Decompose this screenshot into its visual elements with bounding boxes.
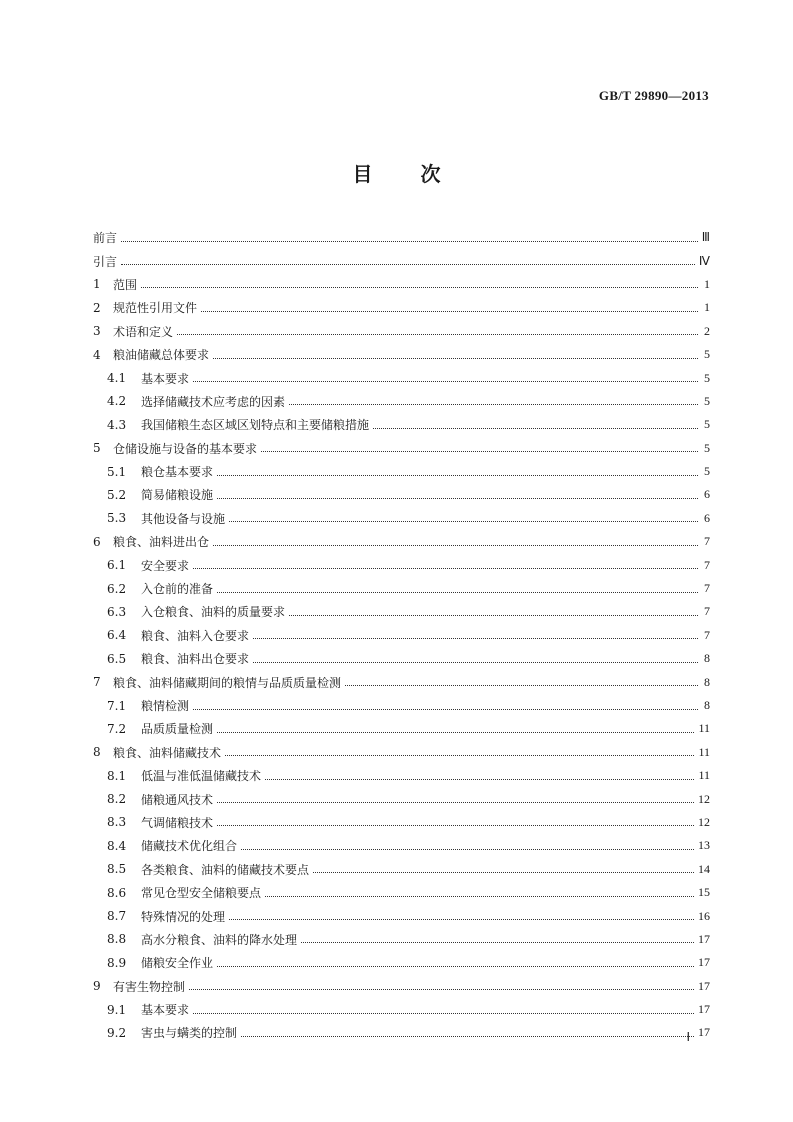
toc-dot-leader xyxy=(213,544,698,546)
toc-entry-number: 7.2 xyxy=(107,721,127,736)
toc-entry-label: 简易储粮设施 xyxy=(141,488,214,503)
toc-entry-label: 粮食、油料出仓要求 xyxy=(141,652,250,667)
toc-entry-number: 7.1 xyxy=(107,698,127,713)
toc-entry-page: 13 xyxy=(698,838,710,853)
toc-entry-page: 5 xyxy=(704,393,710,408)
toc-entry-label: 基本要求 xyxy=(141,371,190,386)
toc-entry-page: Ⅳ xyxy=(698,253,710,268)
toc-entry-page: 5 xyxy=(704,370,710,385)
toc-dot-leader xyxy=(177,333,698,335)
table-of-contents xyxy=(93,226,710,1045)
toc-entry-number: 8.3 xyxy=(107,815,127,830)
toc-dot-leader xyxy=(193,1012,694,1014)
toc-entry[interactable] xyxy=(93,951,710,974)
toc-entry-page: 2 xyxy=(704,323,710,338)
toc-entry-number: 5.2 xyxy=(107,487,127,502)
toc-entry-number: 6.1 xyxy=(107,558,127,573)
toc-dot-leader xyxy=(265,895,694,897)
toc-dot-leader xyxy=(225,754,694,756)
toc-entry-page: 5 xyxy=(704,347,710,362)
toc-entry-label: 低温与准低温储藏技术 xyxy=(141,769,262,784)
toc-entry-page: 15 xyxy=(698,885,710,900)
toc-dot-leader xyxy=(229,520,698,522)
toc-entry-label: 高水分粮食、油料的降水处理 xyxy=(141,932,298,947)
toc-entry[interactable] xyxy=(93,507,710,530)
toc-entry[interactable] xyxy=(93,577,710,600)
toc-entry-number: 8.2 xyxy=(107,792,127,807)
toc-entry-page: 5 xyxy=(704,417,710,432)
toc-entry[interactable] xyxy=(93,226,710,249)
toc-dot-leader xyxy=(253,661,698,663)
toc-entry[interactable] xyxy=(93,647,710,670)
toc-entry-number: 6 xyxy=(93,534,101,549)
toc-entry-number: 8.1 xyxy=(107,768,127,783)
toc-entry[interactable] xyxy=(93,530,710,553)
toc-entry-label: 储粮安全作业 xyxy=(141,956,214,971)
toc-entry-label: 仓储设施与设备的基本要求 xyxy=(113,441,258,456)
toc-entry[interactable] xyxy=(93,858,710,881)
toc-entry-page: 17 xyxy=(698,955,710,970)
toc-entry-page: 7 xyxy=(704,557,710,572)
toc-entry-number: 8.4 xyxy=(107,838,127,853)
toc-entry-number: 8 xyxy=(93,745,101,760)
toc-entry-page: 14 xyxy=(698,861,710,876)
toc-entry[interactable] xyxy=(93,881,710,904)
toc-entry[interactable] xyxy=(93,811,710,834)
toc-entry-page: 1 xyxy=(704,276,710,291)
toc-entry[interactable] xyxy=(93,904,710,927)
toc-entry-label: 入仓前的准备 xyxy=(141,582,214,597)
toc-entry-label: 品质质量检测 xyxy=(141,722,214,737)
toc-entry-number: 6.5 xyxy=(107,651,127,666)
toc-dot-leader xyxy=(241,1035,694,1037)
toc-entry[interactable] xyxy=(93,483,710,506)
toc-entry-page: 6 xyxy=(704,487,710,502)
toc-entry-number: 4.3 xyxy=(107,417,127,432)
toc-dot-leader xyxy=(265,778,694,780)
toc-dot-leader xyxy=(201,310,698,312)
toc-entry-page: 7 xyxy=(704,627,710,642)
toc-entry-number: 5 xyxy=(93,441,101,456)
toc-entry-page: 12 xyxy=(698,791,710,806)
toc-entry-label: 选择储藏技术应考虑的因素 xyxy=(141,394,286,409)
toc-dot-leader xyxy=(217,801,694,803)
toc-entry-label: 粮食、油料储藏期间的粮情与品质质量检测 xyxy=(113,675,342,690)
toc-entry-number: 2 xyxy=(93,300,101,315)
toc-entry-label: 前言 xyxy=(93,231,118,246)
toc-entry-label: 安全要求 xyxy=(141,558,190,573)
toc-entry-page: 5 xyxy=(704,464,710,479)
toc-entry-number: 8.5 xyxy=(107,862,127,877)
toc-title-char-1: 目 xyxy=(352,162,373,186)
toc-entry-label: 害虫与螨类的控制 xyxy=(141,1026,238,1041)
toc-entry[interactable] xyxy=(93,320,710,343)
toc-entry-label: 常见仓型安全储粮要点 xyxy=(141,886,262,901)
toc-dot-leader xyxy=(217,474,698,476)
toc-dot-leader xyxy=(217,591,698,593)
toc-dot-leader xyxy=(193,708,698,710)
toc-dot-leader xyxy=(193,567,698,569)
toc-entry-number: 5.3 xyxy=(107,511,127,526)
toc-dot-leader xyxy=(289,614,698,616)
toc-entry-label: 有害生物控制 xyxy=(113,979,186,994)
toc-entry[interactable] xyxy=(93,366,710,389)
toc-entry-label: 粮油储藏总体要求 xyxy=(113,348,210,363)
toc-entry[interactable] xyxy=(93,975,710,998)
toc-entry[interactable] xyxy=(93,1021,710,1044)
toc-entry-page: 5 xyxy=(704,440,710,455)
toc-entry-page: 17 xyxy=(698,931,710,946)
toc-entry-page: 6 xyxy=(704,510,710,525)
toc-entry-label: 引言 xyxy=(93,254,118,269)
toc-entry-number: 9 xyxy=(93,979,101,994)
toc-entry-label: 范围 xyxy=(113,277,138,292)
toc-entry[interactable] xyxy=(93,390,710,413)
toc-entry-page: 7 xyxy=(704,604,710,619)
toc-entry-number: 9.1 xyxy=(107,1002,127,1017)
toc-dot-leader xyxy=(217,497,698,499)
toc-entry[interactable] xyxy=(93,998,710,1021)
toc-entry[interactable] xyxy=(93,273,710,296)
toc-entry-label: 储藏技术优化组合 xyxy=(141,839,238,854)
toc-dot-leader xyxy=(121,263,695,265)
toc-entry-page: 17 xyxy=(698,1025,710,1040)
toc-entry-label: 储粮通风技术 xyxy=(141,792,214,807)
toc-entry-label: 特殊情况的处理 xyxy=(141,909,226,924)
toc-entry-label: 气调储粮技术 xyxy=(141,815,214,830)
toc-entry-number: 3 xyxy=(93,324,101,339)
standard-code: GB/T 29890—2013 xyxy=(598,88,709,103)
toc-dot-leader xyxy=(345,684,698,686)
toc-entry[interactable] xyxy=(93,460,710,483)
toc-entry-number: 6.3 xyxy=(107,604,127,619)
toc-title-char-2: 次 xyxy=(420,162,441,186)
toc-dot-leader xyxy=(217,731,694,733)
toc-entry-label: 我国储粮生态区域区划特点和主要储粮措施 xyxy=(141,418,370,433)
toc-entry[interactable] xyxy=(93,437,710,460)
toc-entry[interactable] xyxy=(93,670,710,693)
toc-entry-number: 1 xyxy=(93,277,101,292)
toc-entry-label: 规范性引用文件 xyxy=(113,301,198,316)
toc-entry-label: 粮仓基本要求 xyxy=(141,465,214,480)
toc-entry[interactable] xyxy=(93,624,710,647)
toc-entry[interactable] xyxy=(93,600,710,623)
toc-entry[interactable] xyxy=(93,717,710,740)
toc-entry[interactable] xyxy=(93,553,710,576)
toc-entry-number: 8.7 xyxy=(107,909,127,924)
toc-dot-leader xyxy=(241,848,694,850)
toc-entry-number: 8.8 xyxy=(107,932,127,947)
toc-entry-page: 17 xyxy=(698,978,710,993)
toc-entry-page: 11 xyxy=(698,721,710,736)
toc-entry-number: 4.2 xyxy=(107,394,127,409)
toc-entry-page: 11 xyxy=(698,768,710,783)
toc-entry[interactable] xyxy=(93,694,710,717)
toc-entry[interactable] xyxy=(93,834,710,857)
toc-title xyxy=(0,158,793,187)
toc-dot-leader xyxy=(229,918,694,920)
toc-entry-page: 8 xyxy=(704,698,710,712)
toc-dot-leader xyxy=(301,941,694,943)
toc-dot-leader xyxy=(141,286,698,288)
toc-entry[interactable] xyxy=(93,764,710,787)
toc-entry-label: 粮食、油料进出仓 xyxy=(113,535,210,550)
toc-entry-page: 8 xyxy=(704,674,710,689)
toc-entry-label: 粮食、油料入仓要求 xyxy=(141,628,250,643)
toc-entry-label: 粮食、油料储藏技术 xyxy=(113,745,222,760)
toc-dot-leader xyxy=(289,403,698,405)
toc-entry-page: 1 xyxy=(704,300,710,315)
toc-entry-page: 12 xyxy=(698,814,710,829)
toc-entry-page: 11 xyxy=(698,744,710,759)
toc-entry-label: 基本要求 xyxy=(141,1003,190,1018)
toc-entry-number: 7 xyxy=(93,675,101,690)
toc-entry-label: 术语和定义 xyxy=(113,324,174,339)
toc-entry[interactable] xyxy=(93,741,710,764)
toc-entry-label: 粮情检测 xyxy=(141,699,190,713)
toc-entry-page: 7 xyxy=(704,534,710,549)
toc-entry-number: 6.4 xyxy=(107,628,127,643)
toc-dot-leader xyxy=(253,637,698,639)
toc-entry[interactable] xyxy=(93,413,710,436)
toc-entry-number: 8.6 xyxy=(107,885,127,900)
toc-entry-label: 入仓粮食、油料的质量要求 xyxy=(141,605,286,620)
toc-dot-leader xyxy=(189,988,694,990)
toc-entry-number: 9.2 xyxy=(107,1025,127,1040)
toc-entry[interactable] xyxy=(93,343,710,366)
toc-entry-page: 8 xyxy=(704,651,710,666)
toc-entry-page: 16 xyxy=(698,908,710,923)
toc-dot-leader xyxy=(193,380,698,382)
toc-entry[interactable] xyxy=(93,928,710,951)
toc-entry-number: 4 xyxy=(93,347,101,362)
toc-dot-leader xyxy=(213,357,698,359)
toc-entry[interactable] xyxy=(93,296,710,319)
toc-dot-leader xyxy=(313,871,694,873)
toc-dot-leader xyxy=(217,824,694,826)
toc-dot-leader xyxy=(373,427,698,429)
toc-entry[interactable] xyxy=(93,787,710,810)
toc-entry-page: Ⅲ xyxy=(701,230,710,245)
toc-entry-page: 17 xyxy=(698,1002,710,1017)
toc-entry-label: 各类粮食、油料的储藏技术要点 xyxy=(141,862,310,877)
toc-dot-leader xyxy=(121,240,698,242)
toc-entry-label: 其他设备与设施 xyxy=(141,511,226,526)
toc-dot-leader xyxy=(217,965,694,967)
toc-entry-number: 5.1 xyxy=(107,464,127,479)
toc-entry-number: 4.1 xyxy=(107,371,127,386)
toc-entry-number: 6.2 xyxy=(107,581,127,596)
toc-dot-leader xyxy=(261,450,698,452)
toc-entry-number: 8.9 xyxy=(107,955,127,970)
toc-entry[interactable] xyxy=(93,249,710,272)
page-folio: Ⅰ xyxy=(686,1030,690,1044)
toc-entry-page: 7 xyxy=(704,581,710,596)
